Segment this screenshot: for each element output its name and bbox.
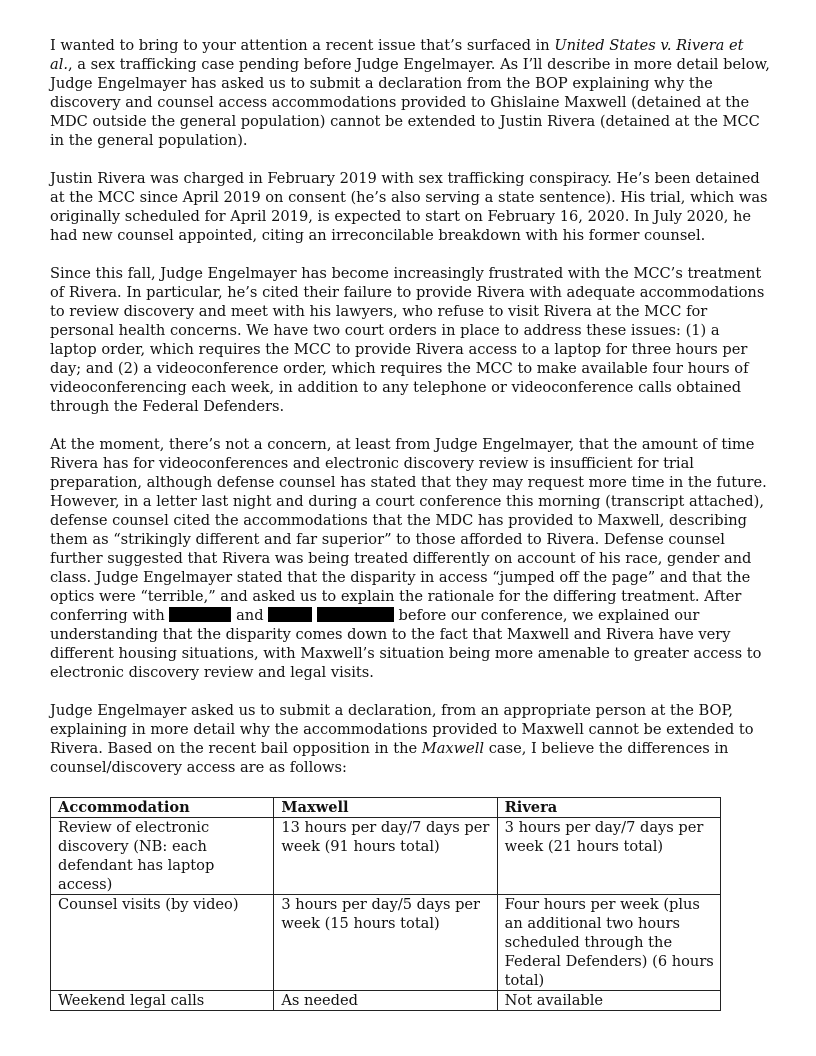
- column-header: Maxwell: [274, 798, 497, 818]
- table-cell: Not available: [497, 991, 720, 1011]
- column-header: Accommodation: [51, 798, 274, 818]
- case-name: United States v. Rivera et al.: [50, 37, 744, 73]
- table-cell: Counsel visits (by video): [51, 895, 274, 991]
- table-row: [51, 895, 721, 991]
- table-cell: 3 hours per day/5 days per week (15 hours total): [274, 895, 497, 991]
- column-header: Rivera: [497, 798, 720, 818]
- accommodations-table: [50, 797, 721, 1011]
- table-cell: Review of electronic discovery (NB: each defendant has laptop access): [51, 818, 274, 895]
- disparity-text-and: and: [231, 607, 269, 624]
- redaction-block: [169, 607, 231, 622]
- declaration-text-2: case, I believe the differences in counsel/discovery access are as follows:: [50, 740, 729, 776]
- case-short-name: Maxwell: [421, 740, 485, 757]
- redaction-block: [317, 607, 394, 622]
- table-cell: 3 hours per day/7 days per week (21 hours total): [497, 818, 720, 895]
- table-row: [51, 818, 721, 895]
- declaration-text-1: Judge Engelmayer asked us to submit a declaration, from an appropriate person at the BOP, explaining in more detail why the accommodations provided to Maxwell cannot be extended to Rivera. Based on the recent bail opposition in the: [50, 702, 754, 757]
- intro-text-1: I wanted to bring to your attention a recent issue that’s surfaced in: [50, 37, 555, 54]
- paragraph-declaration: [50, 701, 770, 777]
- table-header-row: [51, 798, 721, 818]
- disparity-text-2: before our conference, we explained our understanding that the disparity comes down to the fact that Maxwell and Rivera have very different housing situations, with Maxwell’s situation being more amenable to greater access to electronic discovery review and legal visits.: [50, 607, 762, 681]
- table-cell: Weekend legal calls: [51, 991, 274, 1011]
- table-row: [51, 991, 721, 1011]
- table-cell: Four hours per week (plus an additional two hours scheduled through the Federal Defenders) (6 hours total): [497, 895, 720, 991]
- paragraph-court-orders: Since this fall, Judge Engelmayer has become increasingly frustrated with the MCC’s treatment of Rivera. In particular, he’s cited their failure to provide Rivera with adequate accommodations to review discovery and meet with his lawyers, who refuse to visit Rivera at the MCC for personal health concerns. We have two court orders in place to address these issues: (1) a laptop order, which requires the MCC to provide Rivera access to a laptop for three hours per day; and (2) a videoconference order, which requires the MCC to make available four hours of videoconferencing each week, in addition to any telephone or videoconference calls obtained through the Federal Defenders.: [50, 265, 765, 415]
- table-cell: As needed: [274, 991, 497, 1011]
- paragraph-disparity: [50, 435, 770, 682]
- paragraph-intro: [50, 36, 770, 150]
- intro-text-2: , a sex trafficking case pending before Judge Engelmayer. As I’ll describe in more detail below, Judge Engelmayer has asked us to submit a declaration from the BOP explaining why the discovery and counsel access accommodations provided to Ghislaine Maxwell (detained at the MDC outside the general population) cannot be extended to Justin Rivera (detained at the MCC in the general population).: [50, 56, 770, 149]
- redaction-block: [268, 607, 312, 622]
- memo-body: [50, 36, 770, 796]
- table-cell: 13 hours per day/7 days per week (91 hours total): [274, 818, 497, 895]
- paragraph-background: Justin Rivera was charged in February 2019 with sex trafficking conspiracy. He’s been detained at the MCC since April 2019 on consent (he’s also serving a state sentence). His trial, which was originally scheduled for April 2019, is expected to start on February 16, 2020. In July 2020, he had new counsel appointed, citing an irreconcilable breakdown with his former counsel.: [50, 170, 768, 244]
- disparity-text-1: At the moment, there’s not a concern, at least from Judge Engelmayer, that the amount of time Rivera has for videoconferences and electronic discovery review is insufficient for trial preparation, although defense counsel has stated that they may request more time in the future. However, in a letter last night and during a court conference this morning (transcript attached), defense counsel cited the accommodations that the MDC has provided to Maxwell, describing them as “strikingly different and far superior” to those afforded to Rivera. Defense counsel further suggested that Rivera was being treated differently on account of his race, gender and class. Judge Engelmayer stated that the disparity in access “jumped off the page” and that the optics were “terrible,” and asked us to explain the rationale for the differing treatment. After conferring with: [50, 436, 767, 624]
